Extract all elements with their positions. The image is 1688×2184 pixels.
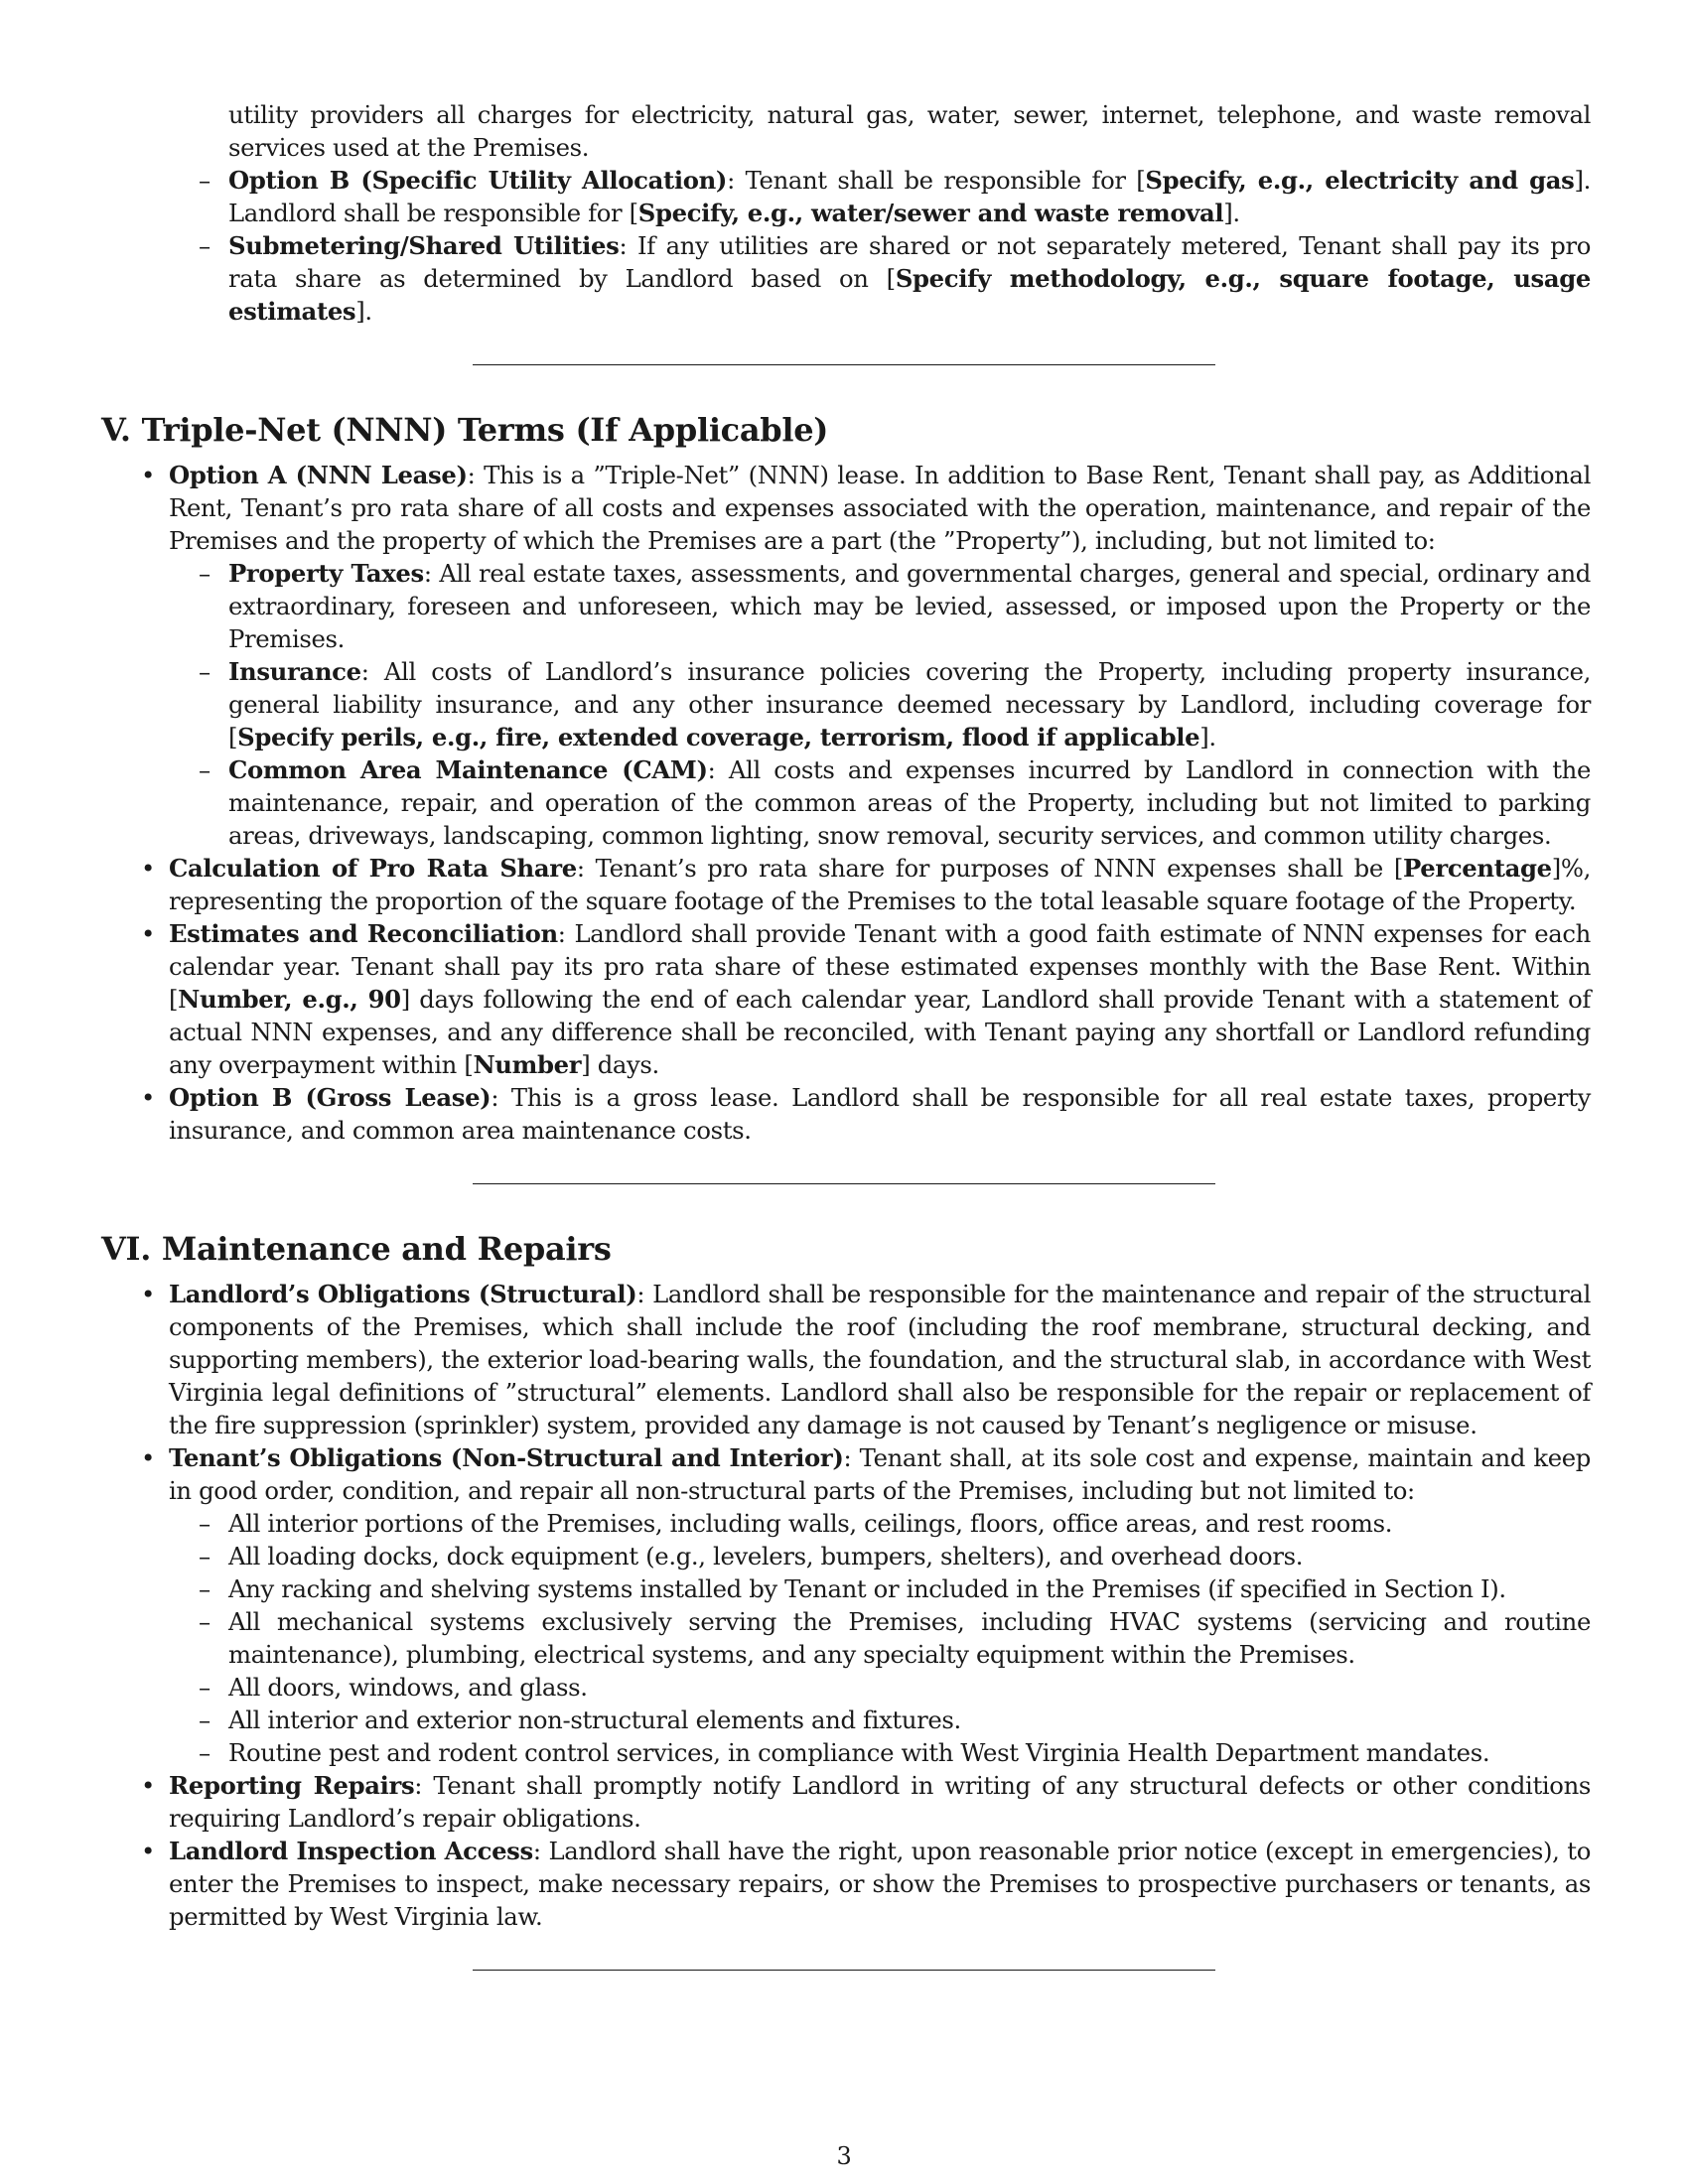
tenant-obligations-item: • Tenant’s Obligations (Non-Structural and Interior): Tenant shall, at its sole cost and expense, maintain and keep in good order, condition, and repair all non-structural parts of the Premises, including but not limited to: — [101, 1441, 1591, 1507]
utilities-option-b: – Option B (Specific Utility Allocation): Tenant shall be responsible for [Specify, e.g., electricity and gas]. Landlord shall be responsible for [Specify, e.g., water/sewer and waste removal]. — [101, 164, 1591, 229]
nnn-option-a-item: • Option A (NNN Lease): This is a ”Triple-Net” (NNN) lease. In addition to Base Rent, Tenant shall pay, as Additional Rent, Tenant’s pro rata share of all costs and expenses associated with the operation, maintenance, and repair of the Premises and the property of which the Premises are a part (the ”Property”), including, but not limited to: — [101, 459, 1591, 557]
page-number: 3 — [836, 2142, 852, 2170]
insurance-item: – Insurance: All costs of Landlord’s insurance policies covering the Property, including property insurance, general liability insurance, and any other insurance deemed necessary by Landlord, including coverage for [Specify perils, e.g., fire, extended coverage, terrorism, flood if applicable]. — [101, 655, 1591, 753]
estimates-reconciliation-item: • Estimates and Reconciliation: Landlord shall provide Tenant with a good faith estimate of NNN expenses for each calendar year. Tenant shall pay its pro rata share of these estimated expenses monthly with the Base Rent. Within [Number, e.g., 90] days following the end of each calendar year, Landlord shall provide Tenant with a statement of actual NNN expenses, and any difference shall be reconciled, with Tenant paying any shortfall or Landlord refunding any overpayment within [Number] days. — [101, 917, 1591, 1081]
tenant-obligation-subitem: – All doors, windows, and glass. — [101, 1671, 1591, 1704]
section-v-list — [101, 459, 1591, 1147]
landlord-obligations-item: • Landlord’s Obligations (Structural): Landlord shall be responsible for the maintenance and repair of the structural components of the Premises, which shall include the roof (including the roof membrane, structural decking, and supporting members), the exterior load-bearing walls, the foundation, and the structural slab, in accordance with West Virginia legal definitions of ”structural” elements. Landlord shall also be responsible for the repair or replacement of the fire suppression (sprinkler) system, provided any damage is not caused by Tenant’s negligence or misuse. — [101, 1278, 1591, 1441]
property-taxes-item: – Property Taxes: All real estate taxes, assessments, and governmental charges, general and special, ordinary and extraordinary, foreseen and unforeseen, which may be levied, assessed, or imposed upon the Property or the Premises. — [101, 557, 1591, 655]
tenant-obligation-subitem: – Routine pest and rodent control services, in compliance with West Virginia Health Department mandates. — [101, 1736, 1591, 1769]
section-vi-heading: VI. Maintenance and Repairs — [101, 1230, 612, 1268]
utilities-option-a-continuation: utility providers all charges for electricity, natural gas, water, sewer, internet, telephone, and waste removal services used at the Premises. — [228, 100, 1591, 162]
cam-item: – Common Area Maintenance (CAM): All costs and expenses incurred by Landlord in connection with the maintenance, repair, and operation of the common areas of the Property, including but not limited to parking areas, driveways, landscaping, common lighting, snow removal, security services, and common utility charges. — [101, 753, 1591, 852]
gross-lease-option-b-item: • Option B (Gross Lease): This is a gross lease. Landlord shall be responsible for all real estate taxes, property insurance, and common area maintenance costs. — [101, 1081, 1591, 1147]
tenant-obligation-subitem: – All interior portions of the Premises, including walls, ceilings, floors, office areas, and rest rooms. — [101, 1507, 1591, 1540]
tenant-obligation-subitem: – All interior and exterior non-structural elements and fixtures. — [101, 1704, 1591, 1736]
section-v-heading: V. Triple-Net (NNN) Terms (If Applicable) — [101, 411, 829, 449]
section-vi-list — [101, 1278, 1591, 1933]
landlord-inspection-access-item: • Landlord Inspection Access: Landlord shall have the right, upon reasonable prior notice (except in emergencies), to enter the Premises to inspect, make necessary repairs, or show the Premises to prospective purchasers or tenants, as permitted by West Virginia law. — [101, 1835, 1591, 1933]
page-content — [101, 98, 1591, 1971]
section-divider — [473, 1970, 1215, 1971]
utilities-submetering: – Submetering/Shared Utilities: If any utilities are shared or not separately metered, Tenant shall pay its pro rata share as determined by Landlord based on [Specify methodology, e.g., square footage, usage estimates]. — [101, 229, 1591, 328]
tenant-obligation-subitem: – All mechanical systems exclusively serving the Premises, including HVAC systems (servicing and routine maintenance), plumbing, electrical systems, and any specialty equipment within the Premises. — [101, 1605, 1591, 1671]
section-divider — [473, 364, 1215, 365]
pro-rata-share-item: • Calculation of Pro Rata Share: Tenant’s pro rata share for purposes of NNN expenses shall be [Percentage]%, representing the proportion of the square footage of the Premises to the total leasable square footage of the Property. — [101, 852, 1591, 917]
reporting-repairs-item: • Reporting Repairs: Tenant shall promptly notify Landlord in writing of any structural defects or other conditions requiring Landlord’s repair obligations. — [101, 1769, 1591, 1835]
tenant-obligation-subitem: – Any racking and shelving systems installed by Tenant or included in the Premises (if specified in Section I). — [101, 1572, 1591, 1605]
section-divider — [473, 1183, 1215, 1184]
tenant-obligation-subitem: – All loading docks, dock equipment (e.g., levelers, bumpers, shelters), and overhead doors. — [101, 1540, 1591, 1572]
